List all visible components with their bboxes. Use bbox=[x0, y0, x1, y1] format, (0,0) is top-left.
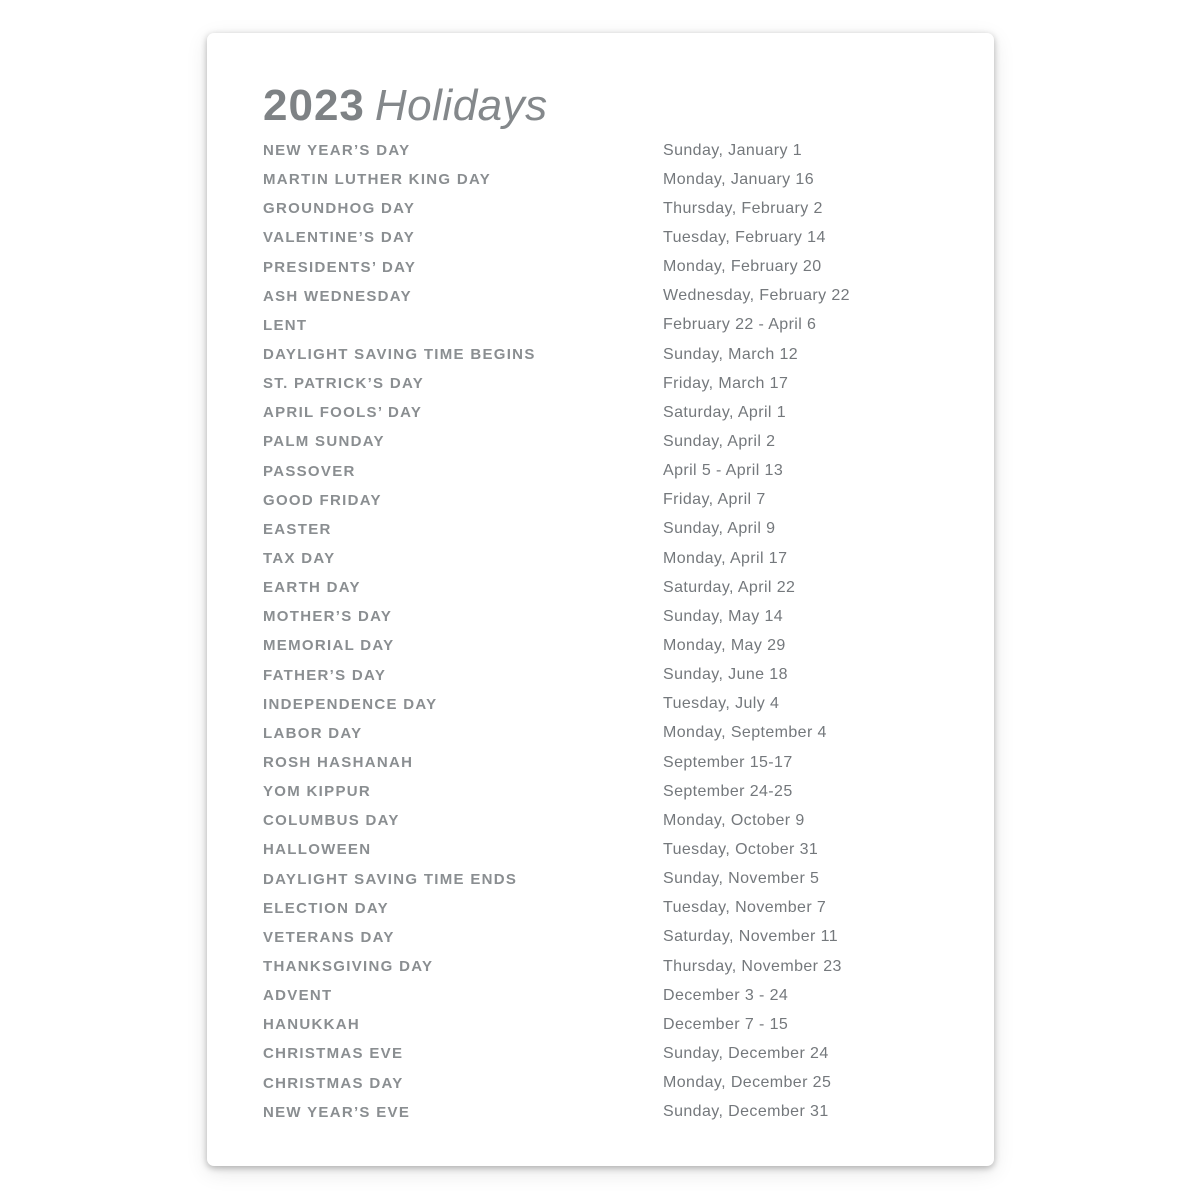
holiday-date: Sunday, March 12 bbox=[663, 345, 799, 363]
holiday-date: Monday, September 4 bbox=[663, 724, 827, 742]
list-item bbox=[263, 194, 963, 223]
holiday-date: Tuesday, October 31 bbox=[663, 840, 819, 858]
holiday-date: Friday, March 17 bbox=[663, 374, 789, 392]
holiday-name: ELECTION DAY bbox=[263, 899, 389, 917]
list-item bbox=[263, 690, 963, 719]
page-title bbox=[263, 81, 548, 130]
holiday-date: September 15-17 bbox=[663, 753, 793, 771]
list-item bbox=[263, 573, 963, 602]
holiday-name: ST. PATRICK’S DAY bbox=[263, 375, 425, 393]
list-item bbox=[263, 631, 963, 660]
list-item bbox=[263, 865, 963, 894]
list-item bbox=[263, 894, 963, 923]
holiday-date: Thursday, February 2 bbox=[663, 199, 823, 217]
list-item bbox=[263, 1010, 963, 1039]
holiday-date: April 5 - April 13 bbox=[663, 462, 784, 480]
list-item bbox=[263, 806, 963, 835]
holiday-list bbox=[263, 136, 963, 1127]
holiday-name: EASTER bbox=[263, 520, 332, 538]
list-item bbox=[263, 923, 963, 952]
title-word: Holidays bbox=[374, 81, 548, 130]
list-item bbox=[263, 515, 963, 544]
list-item bbox=[263, 1039, 963, 1068]
holiday-date: Thursday, November 23 bbox=[663, 957, 842, 975]
list-item bbox=[263, 602, 963, 631]
list-item bbox=[263, 777, 963, 806]
holiday-name: PASSOVER bbox=[263, 462, 356, 480]
list-item bbox=[263, 398, 963, 427]
list-item bbox=[263, 340, 963, 369]
list-item bbox=[263, 136, 963, 165]
holiday-date: Sunday, January 1 bbox=[663, 141, 803, 159]
holiday-date: September 24-25 bbox=[663, 782, 793, 800]
holiday-date: Saturday, April 22 bbox=[663, 578, 796, 596]
holiday-name: COLUMBUS DAY bbox=[263, 812, 400, 830]
list-item bbox=[263, 311, 963, 340]
holiday-name: VALENTINE’S DAY bbox=[263, 229, 416, 247]
holiday-name: LENT bbox=[263, 316, 308, 334]
holiday-date: Sunday, December 24 bbox=[663, 1044, 829, 1062]
holiday-date: Sunday, June 18 bbox=[663, 666, 788, 684]
list-item bbox=[263, 223, 963, 252]
holiday-date: Monday, April 17 bbox=[663, 549, 788, 567]
holiday-name: MARTIN LUTHER KING DAY bbox=[263, 171, 492, 189]
holiday-date: December 7 - 15 bbox=[663, 1015, 789, 1033]
list-item bbox=[263, 981, 963, 1010]
holiday-name: CHRISTMAS EVE bbox=[263, 1045, 404, 1063]
holiday-name: APRIL FOOLS’ DAY bbox=[263, 404, 423, 422]
holiday-name: GROUNDHOG DAY bbox=[263, 200, 416, 218]
holiday-date: Tuesday, November 7 bbox=[663, 899, 827, 917]
holiday-name: HALLOWEEN bbox=[263, 841, 372, 859]
holiday-date: Saturday, April 1 bbox=[663, 403, 787, 421]
holiday-date: Friday, April 7 bbox=[663, 491, 766, 509]
holiday-date: Sunday, May 14 bbox=[663, 607, 784, 625]
holiday-name: INDEPENDENCE DAY bbox=[263, 695, 438, 713]
holiday-name: PALM SUNDAY bbox=[263, 433, 385, 451]
holiday-date: Sunday, April 2 bbox=[663, 432, 776, 450]
list-item bbox=[263, 253, 963, 282]
holiday-date: Saturday, November 11 bbox=[663, 928, 839, 946]
holiday-name: YOM KIPPUR bbox=[263, 783, 372, 801]
holiday-card bbox=[207, 33, 994, 1166]
holiday-name: CHRISTMAS DAY bbox=[263, 1074, 404, 1092]
list-item bbox=[263, 748, 963, 777]
list-item bbox=[263, 165, 963, 194]
holiday-date: Monday, October 9 bbox=[663, 811, 805, 829]
holiday-name: VETERANS DAY bbox=[263, 928, 395, 946]
holiday-date: February 22 - April 6 bbox=[663, 316, 817, 334]
list-item bbox=[263, 952, 963, 981]
holiday-name: MOTHER’S DAY bbox=[263, 608, 393, 626]
holiday-name: ADVENT bbox=[263, 987, 333, 1005]
list-item bbox=[263, 835, 963, 864]
holiday-date: Monday, May 29 bbox=[663, 636, 786, 654]
holiday-date: Monday, January 16 bbox=[663, 170, 814, 188]
list-item bbox=[263, 1098, 963, 1127]
holiday-name: FATHER’S DAY bbox=[263, 666, 387, 684]
title-year: 2023 bbox=[263, 81, 365, 130]
holiday-date: Sunday, April 9 bbox=[663, 520, 776, 538]
list-item bbox=[263, 719, 963, 748]
holiday-name: ASH WEDNESDAY bbox=[263, 287, 412, 305]
holiday-name: PRESIDENTS’ DAY bbox=[263, 258, 417, 276]
holiday-name: MEMORIAL DAY bbox=[263, 637, 395, 655]
holiday-name: DAYLIGHT SAVING TIME BEGINS bbox=[263, 346, 536, 364]
holiday-name: HANUKKAH bbox=[263, 1016, 361, 1034]
holiday-name: ROSH HASHANAH bbox=[263, 754, 414, 772]
holiday-name: DAYLIGHT SAVING TIME ENDS bbox=[263, 870, 518, 888]
holiday-name: TAX DAY bbox=[263, 550, 336, 568]
list-item bbox=[263, 1069, 963, 1098]
list-item bbox=[263, 457, 963, 486]
list-item bbox=[263, 544, 963, 573]
list-item bbox=[263, 486, 963, 515]
holiday-date: Monday, December 25 bbox=[663, 1074, 832, 1092]
holiday-name: NEW YEAR’S DAY bbox=[263, 142, 411, 160]
holiday-name: GOOD FRIDAY bbox=[263, 491, 382, 509]
holiday-name: EARTH DAY bbox=[263, 579, 361, 597]
holiday-date: Tuesday, July 4 bbox=[663, 695, 780, 713]
holiday-name: THANKSGIVING DAY bbox=[263, 958, 434, 975]
holiday-name: LABOR DAY bbox=[263, 724, 363, 742]
holiday-date: Monday, February 20 bbox=[663, 258, 822, 276]
holiday-date: Sunday, December 31 bbox=[663, 1103, 829, 1121]
list-item bbox=[263, 427, 963, 456]
list-item bbox=[263, 661, 963, 690]
holiday-date: Tuesday, February 14 bbox=[663, 228, 826, 246]
holiday-date: Wednesday, February 22 bbox=[663, 287, 850, 305]
list-item bbox=[263, 369, 963, 398]
holiday-date: Sunday, November 5 bbox=[663, 870, 820, 888]
list-item bbox=[263, 282, 963, 311]
holiday-name: NEW YEAR’S EVE bbox=[263, 1103, 411, 1121]
holiday-date: December 3 - 24 bbox=[663, 986, 789, 1004]
